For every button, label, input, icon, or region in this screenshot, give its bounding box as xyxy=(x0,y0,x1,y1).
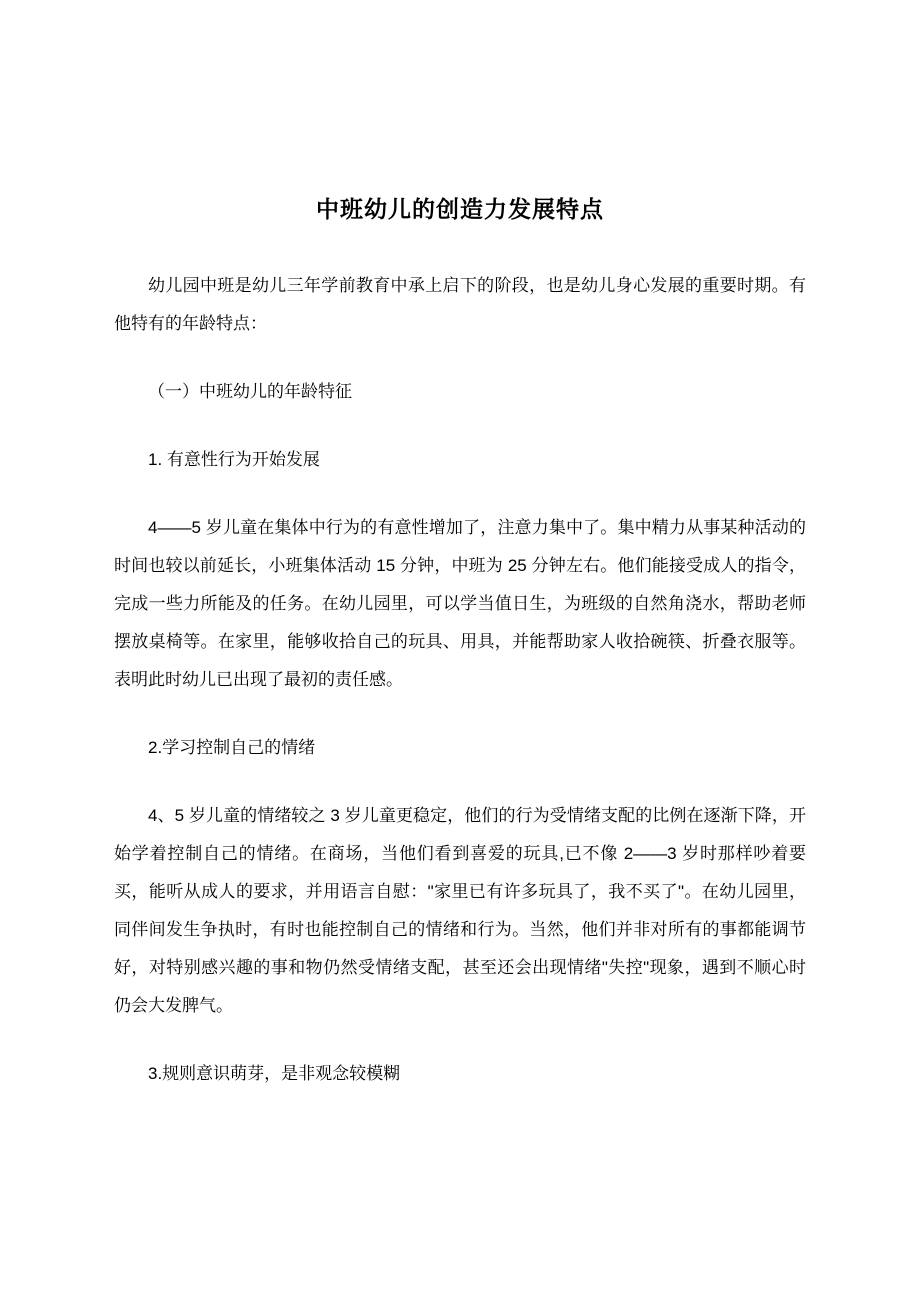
body-paragraph-emotion-control: 4、5 岁儿童的情绪较之 3 岁儿童更稳定，他们的行为受情绪支配的比例在逐渐下降，开始学着控制自己的情绪。在商场，当他们看到喜爱的玩具,已不像 2——3 岁时那样吵着要买，能听从成人的要求，并用语言自慰："家里已有许多玩具了，我不买了"。在幼儿园里，同伴间发生争执时，有时也能控制自己的情绪和行为。当然，他们并非对所有的事都能调节好，对特别感兴趣的事和物仍然受情绪支配，甚至还会出现情绪"失控"现象，遇到不顺心时仍会大发脾气。 xyxy=(114,805,806,1015)
body-paragraph-intentional-behavior: 4——5 岁儿童在集体中行为的有意性增加了，注意力集中了。集中精力从事某种活动的时间也较以前延长，小班集体活动 15 分钟，中班为 25 分钟左右。他们能接受成人的指令，完成一些力所能及的任务。在幼儿园里，可以学当值日生，为班级的自然角浇水，帮助老师摆放桌椅等。在家里，能够收拾自己的玩具、用具，并能帮助家人收拾碗筷、折叠衣服等。表明此时幼儿已出现了最初的责任感。 xyxy=(114,517,806,689)
subheading-2-emotion-control: 2.学习控制自己的情绪 xyxy=(148,737,316,757)
document-title: 中班幼儿的创造力发展特点 xyxy=(316,196,604,222)
subheading-3-rule-awareness: 3.规则意识萌芽，是非观念较模糊 xyxy=(148,1063,401,1083)
subheading-1-intentional-behavior: 1. 有意性行为开始发展 xyxy=(148,449,320,469)
section-heading-age-characteristics: （一）中班幼儿的年龄特征 xyxy=(148,381,352,401)
intro-paragraph: 幼儿园中班是幼儿三年学前教育中承上启下的阶段，也是幼儿身心发展的重要时期。有他特有的年龄特点： xyxy=(114,275,806,333)
